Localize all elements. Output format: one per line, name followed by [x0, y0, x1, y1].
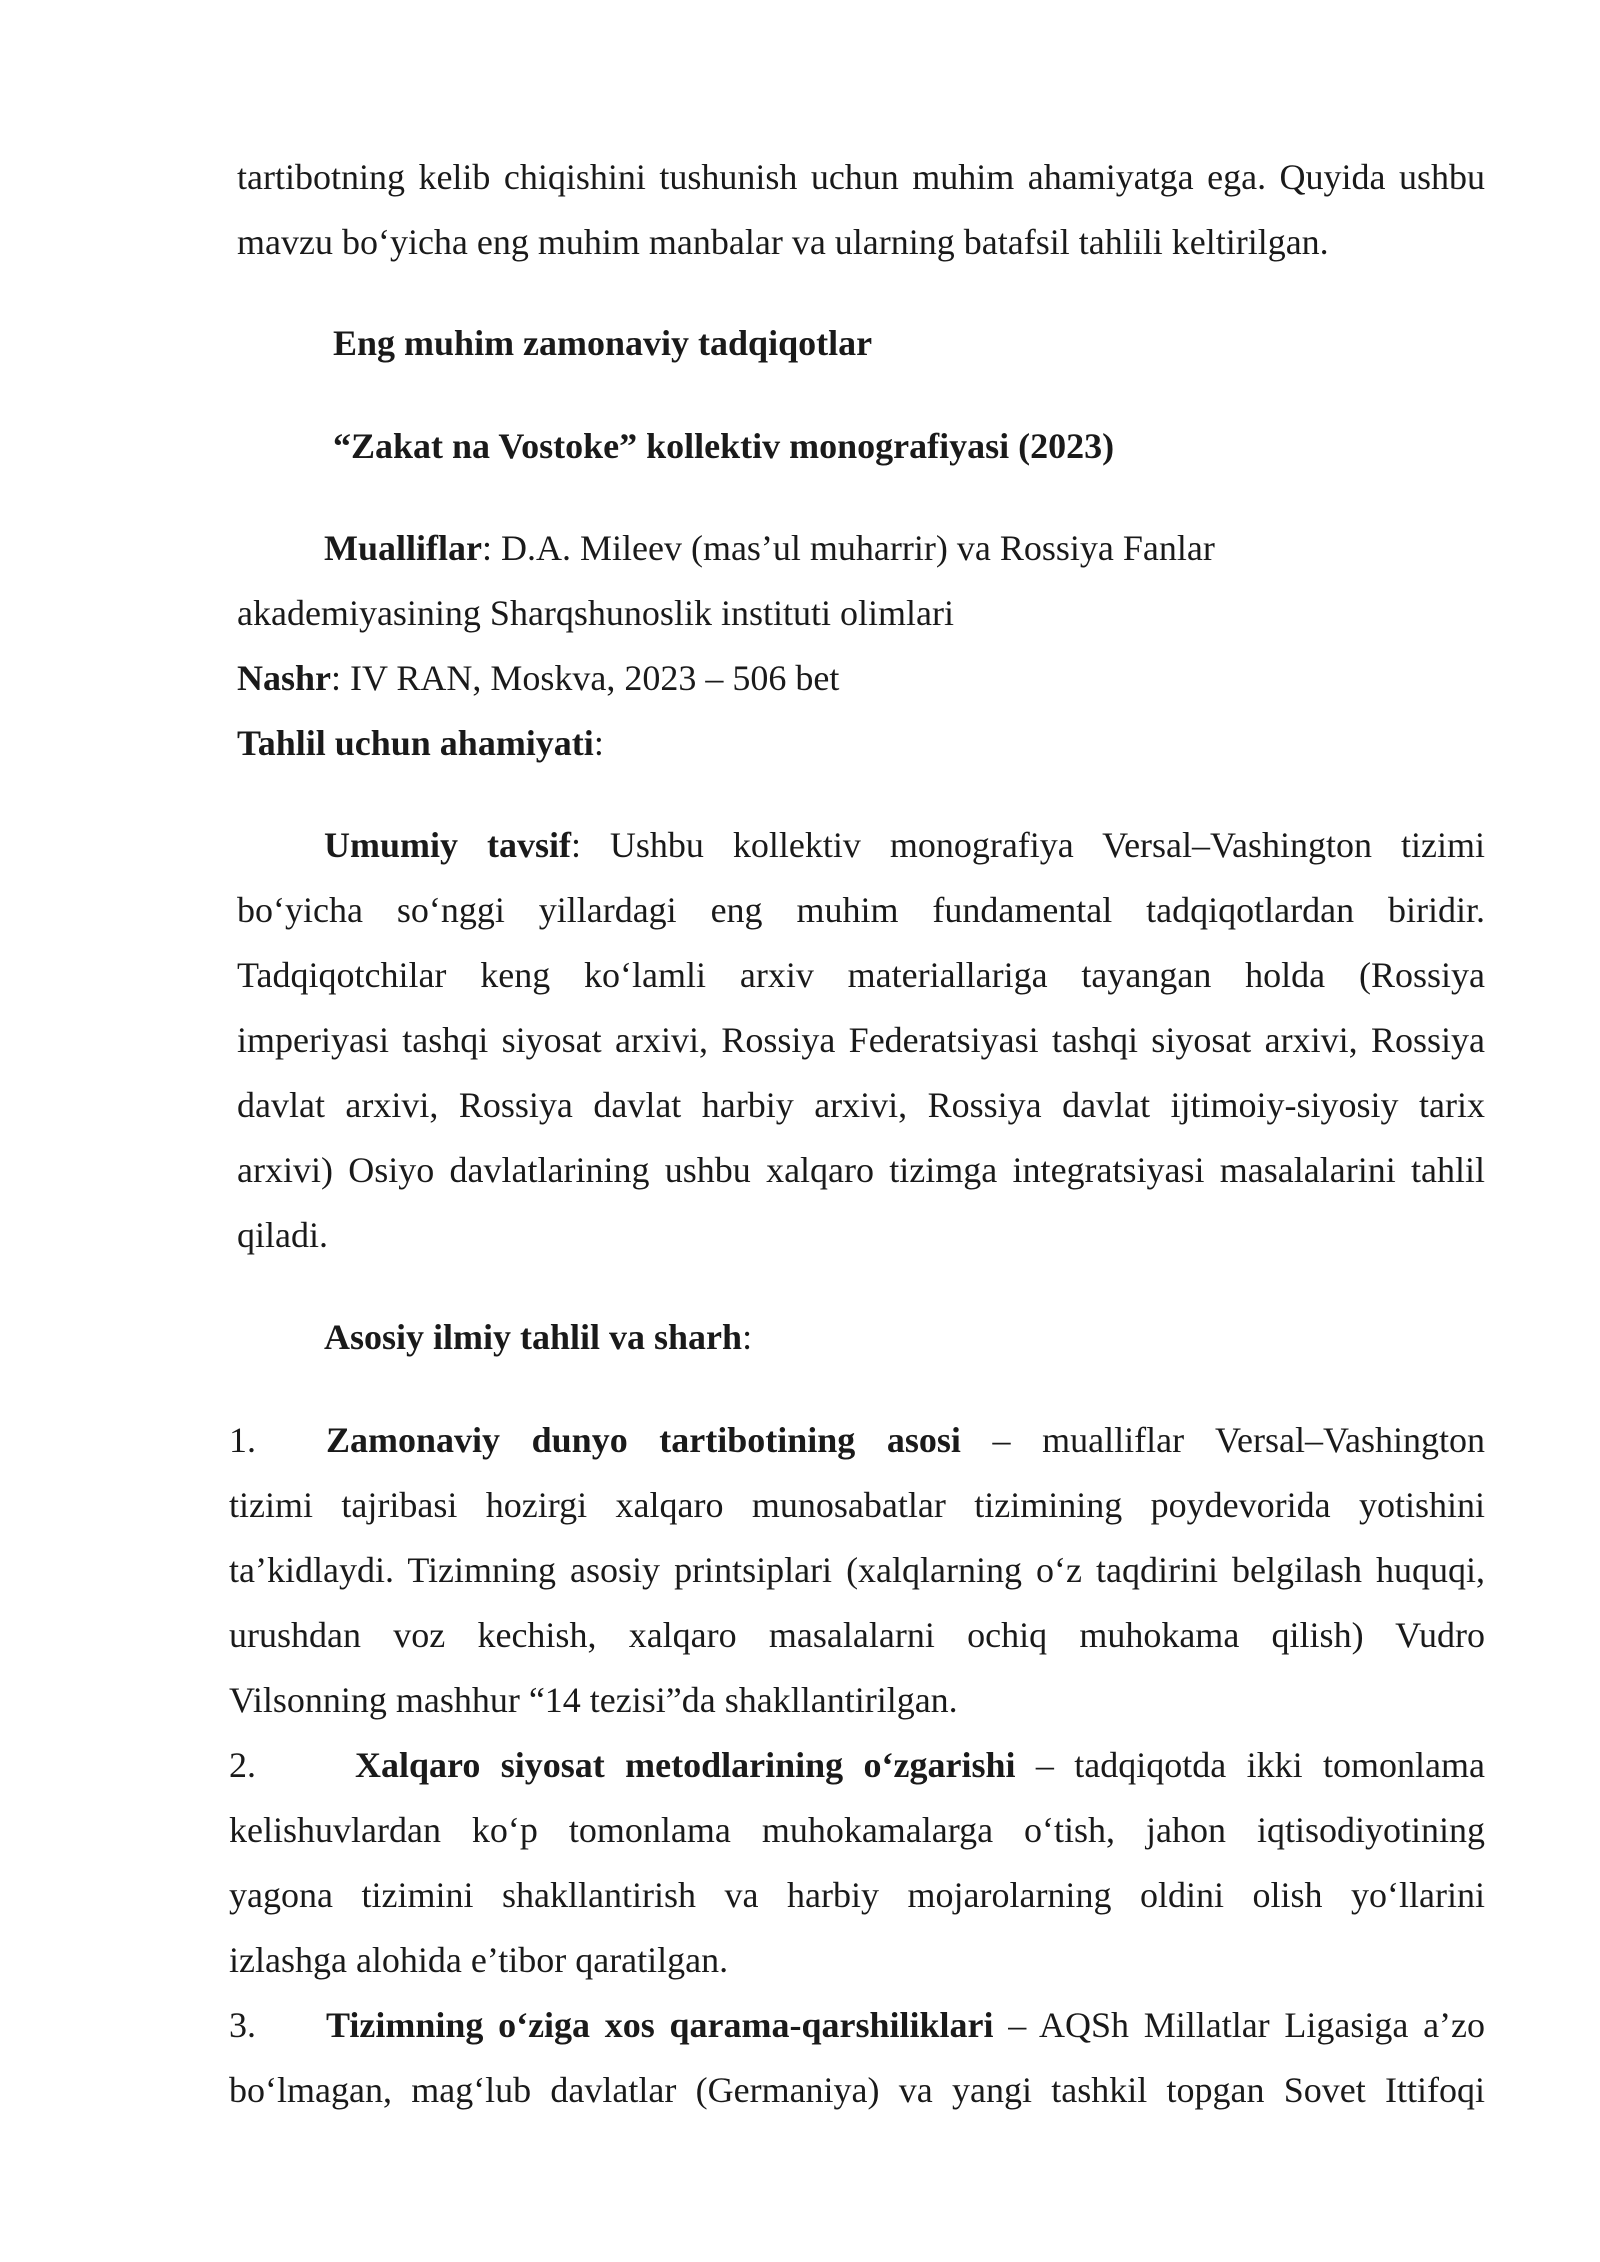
item-3-line-1: Tizimning o‘ziga xos qarama-qarshiliklari – AQSh Millatlar Ligasiga a’zo: [326, 2005, 1486, 2045]
item-1-line-2: tizimi tajribasi hozirgi xalqaro munosabatlar tizimining poydevorida yotishini: [229, 1485, 1485, 1525]
item-1-line-5: Vilsonning mashhur “14 tezisi”da shakllantirilgan.: [229, 1680, 958, 1720]
general-line-6: arxivi) Osiyo davlatlarining ushbu xalqaro tizimga integratsiyasi masalalarini tahlil: [237, 1150, 1485, 1190]
general-line-5: davlat arxivi, Rossiya davlat harbiy arxivi, Rossiya davlat ijtimoiy-siyosiy tarix: [237, 1085, 1485, 1125]
item-2-title: Xalqaro siyosat metodlarining o‘zgarishi: [355, 1745, 1016, 1785]
section-heading: Eng muhim zamonaviy tadqiqotlar: [333, 323, 873, 363]
item-2-line-1: Xalqaro siyosat metodlarining o‘zgarishi – tadqiqotda ikki tomonlama: [355, 1745, 1486, 1785]
general-line-3: Tadqiqotchilar keng ko‘lamli arxiv materiallariga tayangan holda (Rossiya: [237, 955, 1485, 995]
item-1-number: 1.: [229, 1420, 256, 1460]
general-line-2: bo‘yicha so‘nggi yillardagi eng muhim fundamental tadqiqotlardan biridir.: [237, 890, 1485, 930]
item-2-line-3: yagona tizimini shakllantirish va harbiy mojarolarning oldini olish yo‘llarini: [229, 1875, 1485, 1915]
item-3-line-2: bo‘lmagan, mag‘lub davlatlar (Germaniya) va yangi tashkil topgan Sovet Ittifoqi: [229, 2070, 1485, 2110]
item-1-line-4: urushdan voz kechish, xalqaro masalalarni ochiq muhokama qilish) Vudro: [229, 1615, 1485, 1655]
item-1-line-1: Zamonaviy dunyo tartibotining asosi – mualliflar Versal–Vashington: [326, 1420, 1485, 1460]
analysis-heading: Asosiy ilmiy tahlil va sharh:: [324, 1317, 753, 1357]
item-2-number: 2.: [229, 1745, 256, 1785]
item-2-line-2: kelishuvlardan ko‘p tomonlama muhokamalarga o‘tish, jahon iqtisodiyotining: [229, 1810, 1485, 1850]
edition-label: Nashr: [237, 658, 332, 698]
item-1-line-3: ta’kidlaydi. Tizimning asosiy printsiplari (xalqlarning o‘z taqdirini belgilash huquqi,: [229, 1550, 1485, 1590]
intro-line-2: mavzu bo‘yicha eng muhim manbalar va ularning batafsil tahlili keltirilgan.: [237, 222, 1329, 262]
general-line-4: imperiyasi tashqi siyosat arxivi, Rossiya Federatsiyasi tashqi siyosat arxivi, Rossiya: [237, 1020, 1485, 1060]
book-title: “Zakat na Vostoke” kollektiv monografiyasi (2023): [333, 426, 1115, 466]
general-line-1: Umumiy tavsif: Ushbu kollektiv monografiya Versal–Vashington tizimi: [324, 825, 1485, 865]
item-3-title: Tizimning o‘ziga xos qarama-qarshiliklari: [326, 2005, 994, 2045]
intro-line-1: tartibotning kelib chiqishini tushunish uchun muhim ahamiyatga ega. Quyida ushbu: [237, 157, 1485, 197]
general-label: Umumiy tavsif: [324, 825, 571, 865]
item-1-title: Zamonaviy dunyo tartibotining asosi: [326, 1420, 961, 1460]
authors-line-1: Mualliflar: D.A. Mileev (mas’ul muharrir) va Rossiya Fanlar: [324, 528, 1215, 568]
importance-label: Tahlil uchun ahamiyati: [237, 723, 594, 763]
edition-line: Nashr: IV RAN, Moskva, 2023 – 506 bet: [237, 658, 840, 698]
importance-line: Tahlil uchun ahamiyati:: [237, 723, 604, 763]
item-2-line-4: izlashga alohida e’tibor qaratilgan.: [229, 1940, 729, 1980]
authors-line-2: akademiyasining Sharqshunoslik instituti olimlari: [237, 593, 954, 633]
general-line-7: qiladi.: [237, 1215, 328, 1255]
item-3-number: 3.: [229, 2005, 256, 2045]
authors-label: Mualliflar: [324, 528, 482, 568]
